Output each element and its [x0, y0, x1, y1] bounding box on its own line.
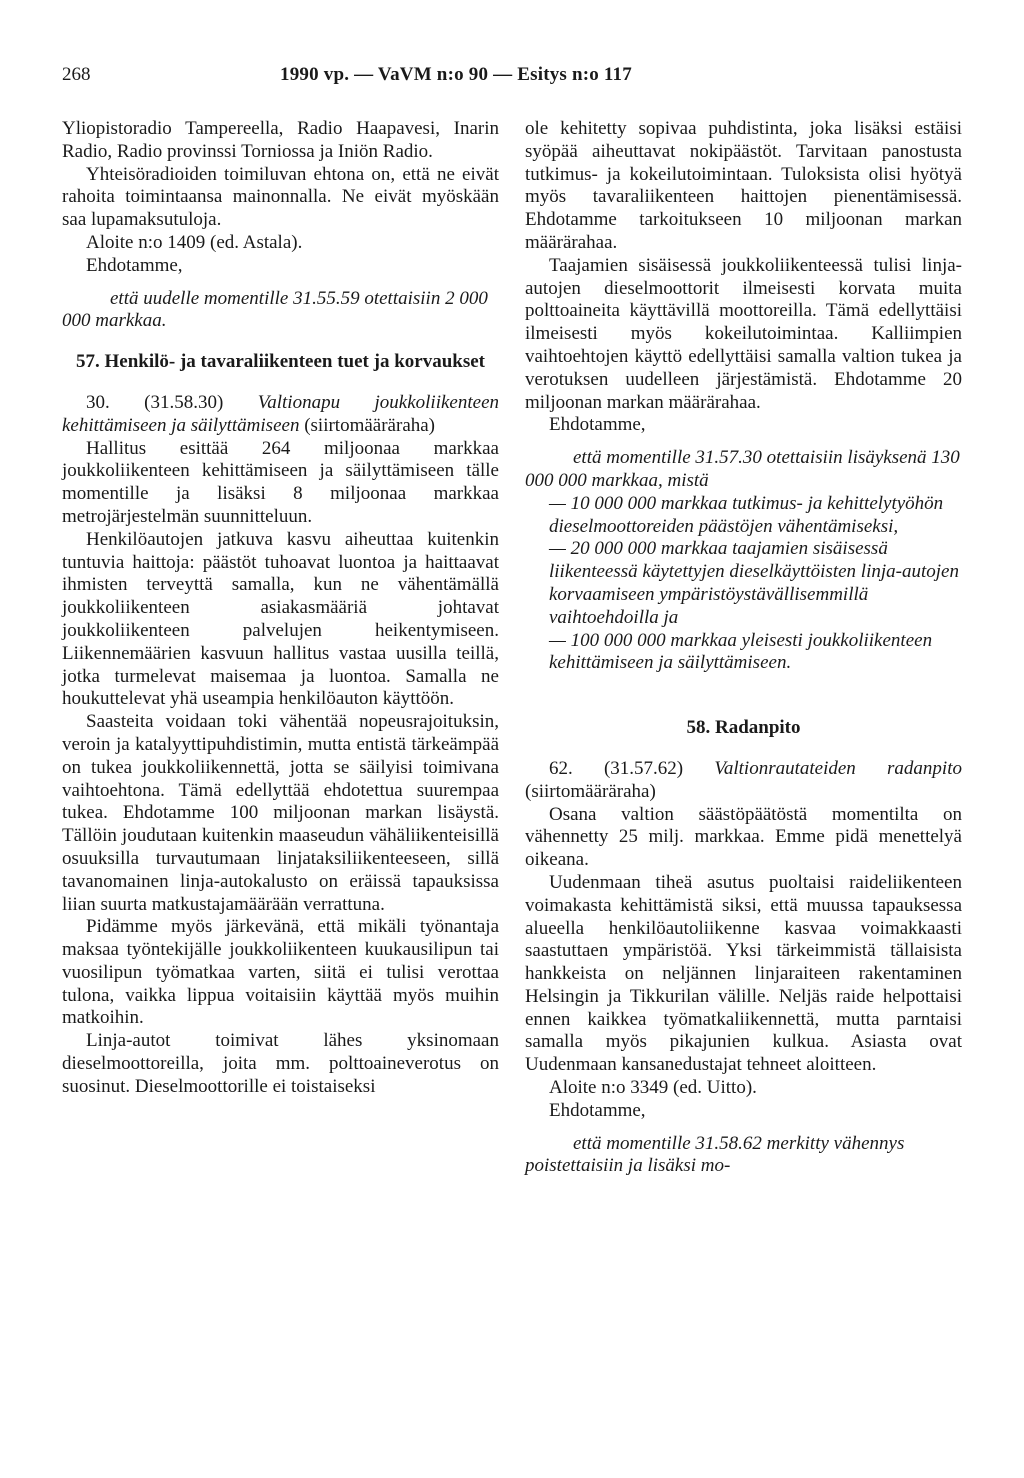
budget-item-title	[62, 392, 499, 438]
proposal-intro: Ehdotamme,	[549, 1099, 646, 1121]
motion-reference: Aloite n:o 3349 (ed. Uitto).	[549, 1077, 757, 1099]
paragraph: Yhteisöradioiden toimiluvan ehtona on, että ne eivät rahoita toimintaansa mainonnalla. Ne eivät myöskään saa lupamaksutuloja.	[62, 163, 499, 231]
running-head: 1990 vp. — VaVM n:o 90 — Esitys n:o 117	[280, 64, 632, 85]
paragraph: Osana valtion säästöpäätöstä momentilta on vähennetty 25 milj. markkaa. Emme pidä menettelyä oikeana.	[525, 803, 962, 871]
paragraph: Henkilöautojen jatkuva kasvu aiheuttaa kuitenkin tuntuvia haittoja: päästöt tuhoavat luontoa ja haittaavat ihmisten terveyttä samalla, kun ne vähentämällä joukkoliikenteen asiakasmääriä johtavat joukkoliikenteen palvelujen heikentymiseen. Liikennemäärien kasvuun hallitus vastaa uusilla teillä, jotka turmelevat maisemaa ja luontoa. Samalla ne houkuttelevat yhä useampia henkilöauton käyttöön.	[62, 528, 499, 710]
proposal-text: että momentille 31.57.30 otettaisiin lisäyksenä 130 000 000 markkaa, mistä	[525, 447, 960, 491]
item-type: (siirtomääräraha)	[304, 414, 436, 436]
proposal-text: että uudelle momentille 31.55.59 otettaisiin 2 000 000 markkaa.	[62, 287, 488, 332]
item-name: Valtionapu joukkoliikenteen kehittämiseen ja säilyttämiseen	[62, 391, 499, 436]
paragraph: Linja-autot toimivat lähes yksinomaan dieselmoottoreilla, joita mm. polttoaineverotus on suosinut. Dieselmoottorille ei toistaiseksi	[62, 1030, 499, 1097]
paragraph: Pidämme myös järkevänä, että mikäli työnantaja maksaa työntekijälle joukkoliikenteen kuukausilipun tai vuosilipun työmatkaa varten, siitä ei tulisi verottaa tulona, vaikka lippua voitaisiin käyttää myös muihin matkoihin.	[62, 916, 499, 1029]
paragraph: Uudenmaan tiheä asutus puoltaisi raideliikenteen voimakasta kehittämistä siksi, että muussa tapauksessa alueella henkilöautoliikenne kasvaa voimakkaasti saastuttaen ympäristöä. Yksi tärkeimmistä tällaisista hankkeista on neljännen linjaraiteen rakentaminen Helsingin ja Tikkurilan välille. Neljäs raide helpottaisi ennen kaikkea työmatkaliikennettä, mutta parntaisi samalla myös pikajunien kulkua. Asiasta ovat Uudenmaan kansanedustajat tehneet aloitteen.	[525, 871, 962, 1076]
proposal-item: — 20 000 000 markkaa taajamien sisäisessä liikenteessä käytettyjen dieselkäyttöisten linja-autojen korvaamiseen ympäristöystävällisemmillä vaihtoehdoilla ja	[549, 538, 959, 628]
proposal-item: — 10 000 000 markkaa tutkimus- ja kehittelytyöhön dieselmoottoreiden päästöjen vähentämiseksi,	[549, 492, 944, 537]
item-number: 30. (31.58.30)	[86, 391, 224, 413]
paragraph: Yliopistoradio Tampereella, Radio Haapavesi, Inarin Radio, Radio provinssi Torniossa ja Iniön Radio.	[62, 118, 499, 162]
page-header	[62, 64, 962, 90]
item-number: 62. (31.57.62)	[549, 757, 684, 779]
budget-item-title	[525, 758, 962, 804]
proposal-intro: Ehdotamme,	[549, 414, 646, 436]
item-name: Valtionrautateiden radanpito	[714, 757, 962, 779]
paragraph: Taajamien sisäisessä joukkoliikenteessä tulisi linja-autojen dieselmoottorit ilmeisesti korvata muita polttoaineita käyttävillä moottoreilla. Tämä edellyttäisi ilmeisesti myös kokeilutoimintaa. Kalliimpien vaihtoehtojen käyttö edellyttäisi samalla valtion tukea ja verotuksen uudelleen järjestämistä. Ehdotamme 20 miljoonan markan määrärahaa.	[525, 254, 962, 413]
page-number: 268	[62, 64, 91, 85]
section-heading-58: 58. Radanpito	[686, 717, 801, 739]
paragraph: Saasteita voidaan toki vähentää nopeusrajoituksin, veroin ja katalyyttipuhdistimin, mutta entistä tärkeämpää on tukea joukkoliikennettä, jotta se säilyisi toimivana vaihtoehtona. Tämä edellyttää ehdotettua suurempaa tukea. Ehdotamme 100 miljoonan markan lisäystä. Tällöin joudutaan kuitenkin maaseudun vähäliikenteisillä osuuksilla turvautumaan linjataksiliikenteeseen, sillä tavanomainen linja-autokalusto on eräissä tapauksissa liian suurta matkustajamäärään verrattuna.	[62, 711, 499, 915]
section-heading-57: 57. Henkilö- ja tavaraliikenteen tuet ja korvaukset	[75, 351, 485, 373]
motion-reference: Aloite n:o 1409 (ed. Astala).	[86, 231, 303, 253]
proposal-text: että momentille 31.58.62 merkitty vähennys poistettaisiin ja lisäksi mo-	[525, 1132, 905, 1177]
paragraph: Hallitus esittää 264 miljoonaa markkaa joukkoliikenteen kehittämiseen ja säilyttämiseen tälle momentille ja lisäksi 8 miljoonaa markkaa metrojärjestelmän suunnitteluun.	[62, 437, 499, 527]
paragraph: ole kehitetty sopivaa puhdistinta, joka lisäksi estäisi syöpää aiheuttavat nokipäästöt. Tarvitaan panostusta tutkimus- ja kokeilutoimintaan. Tuloksista olisi hyötyä myös tavaraliikenteen haittojen pienentämisessä. Ehdotamme tarkoitukseen 10 miljoonan markan määrärahaa.	[525, 118, 962, 253]
proposal-intro: Ehdotamme,	[86, 254, 183, 276]
right-column	[525, 118, 962, 1178]
item-type: (siirtomääräraha)	[525, 780, 656, 802]
left-column	[62, 118, 499, 1099]
proposal-item: — 100 000 000 markkaa yleisesti joukkoliikenteen kehittämiseen ja säilyttämiseen.	[549, 629, 933, 674]
